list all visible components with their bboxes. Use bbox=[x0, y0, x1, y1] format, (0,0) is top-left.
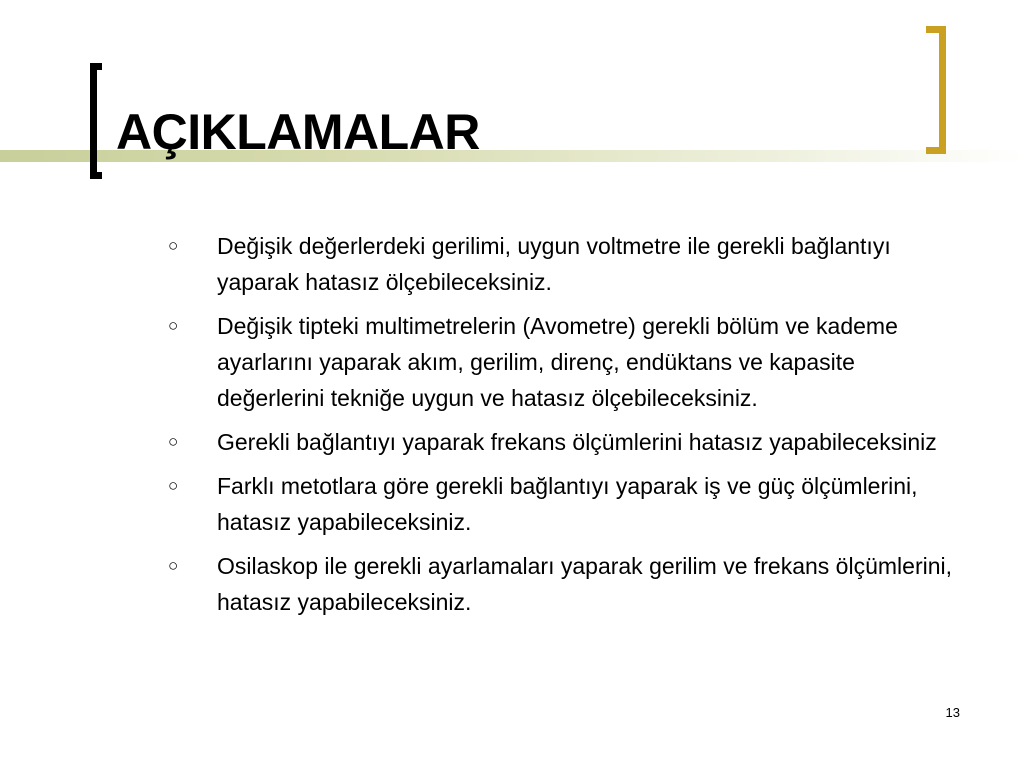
page-number: 13 bbox=[945, 705, 960, 720]
bullet-item bbox=[168, 228, 968, 300]
bullet-item bbox=[168, 548, 968, 620]
circle-bullet-icon: ○ bbox=[168, 316, 179, 335]
circle-bullet-icon: ○ bbox=[168, 236, 179, 255]
slide-title: AÇIKLAMALAR bbox=[116, 104, 480, 160]
bullet-text: Farklı metotlara göre gerekli bağlantıyı yaparak iş ve güç ölçümlerini, hatasız yapabileceksiniz. bbox=[217, 473, 918, 535]
right-bracket-decoration bbox=[926, 26, 946, 154]
bullet-item bbox=[168, 308, 968, 416]
bullet-text: Değişik tipteki multimetrelerin (Avometre) gerekli bölüm ve kademe ayarlarını yaparak akım, gerilim, direnç, endüktans ve kapasite değerlerini tekniğe uygun ve hatasız ölçebileceksiniz. bbox=[217, 313, 898, 411]
bullet-text: Gerekli bağlantıyı yaparak frekans ölçümlerini hatasız yapabileceksiniz bbox=[217, 429, 937, 455]
circle-bullet-icon: ○ bbox=[168, 556, 179, 575]
circle-bullet-icon: ○ bbox=[168, 476, 179, 495]
bullet-text: Değişik değerlerdeki gerilimi, uygun voltmetre ile gerekli bağlantıyı yaparak hatasız ölçebileceksiniz. bbox=[217, 233, 891, 295]
left-bracket-decoration bbox=[90, 63, 102, 179]
bullet-list bbox=[168, 228, 968, 628]
bullet-item bbox=[168, 468, 968, 540]
circle-bullet-icon: ○ bbox=[168, 432, 179, 451]
bullet-text: Osilaskop ile gerekli ayarlamaları yaparak gerilim ve frekans ölçümlerini, hatasız yapabileceksiniz. bbox=[217, 553, 953, 615]
bullet-item bbox=[168, 424, 968, 460]
